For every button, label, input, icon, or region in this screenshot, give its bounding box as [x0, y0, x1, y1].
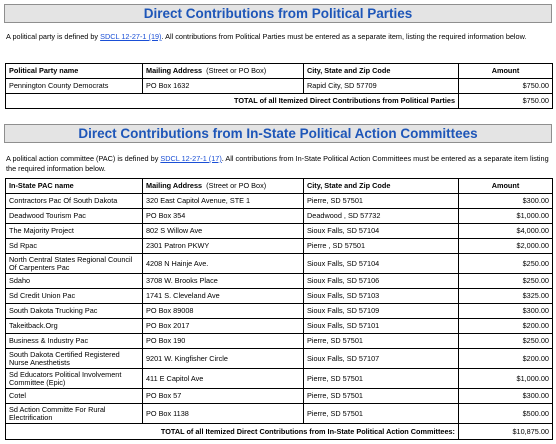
table-row — [6, 304, 553, 319]
pac-name-cell: Sd Action Committe For Rural Electrification — [6, 404, 143, 424]
pac-address-cell: 9201 W. Kingfisher Circle — [143, 349, 304, 369]
party-table — [5, 63, 553, 109]
pac-amount-cell: $300.00 — [459, 194, 553, 209]
pac-city-cell: Sioux Falls, SD 57104 — [304, 254, 459, 274]
pac-city-header: City, State and Zip Code — [304, 179, 459, 194]
pac-amount-cell: $325.00 — [459, 289, 553, 304]
party-sdcl-link[interactable]: SDCL 12-27-1 (19) — [100, 32, 162, 41]
pac-amount-cell: $200.00 — [459, 319, 553, 334]
table-row — [6, 289, 553, 304]
pac-address-cell: PO Box 57 — [143, 389, 304, 404]
pac-total-value: $10,875.00 — [459, 424, 553, 440]
pac-table-body — [6, 194, 553, 424]
party-desc-pre: A political party is defined by — [6, 32, 101, 41]
pac-city-cell: Sioux Falls, SD 57103 — [304, 289, 459, 304]
table-row — [6, 239, 553, 254]
pac-name-cell: Sd Educators Political Involvement Committee (Epic) — [6, 369, 143, 389]
party-city-header: City, State and Zip Code — [304, 64, 459, 79]
pac-amount-cell: $4,000.00 — [459, 224, 553, 239]
pac-city-cell: Pierre, SD 57501 — [304, 404, 459, 424]
pac-name-cell: Contractors Pac Of South Dakota — [6, 194, 143, 209]
pac-city-cell: Deadwood , SD 57732 — [304, 209, 459, 224]
pac-name-header: In-State PAC name — [6, 179, 143, 194]
pac-address-cell: 320 East Capitol Avenue, STE 1 — [143, 194, 304, 209]
pac-name-cell: Cotel — [6, 389, 143, 404]
party-name-cell: Pennington County Democrats — [6, 79, 143, 94]
pac-address-cell: 4208 N Hainje Ave. — [143, 254, 304, 274]
pac-city-cell: Pierre, SD 57501 — [304, 194, 459, 209]
pac-name-cell: Business & Industry Pac — [6, 334, 143, 349]
pac-address-header — [143, 179, 304, 194]
party-amount-header: Amount — [459, 64, 553, 79]
pac-total-row — [6, 424, 553, 440]
pac-city-cell: Sioux Falls, SD 57101 — [304, 319, 459, 334]
pac-address-cell: 411 E Capitol Ave — [143, 369, 304, 389]
pac-name-cell: Sdaho — [6, 274, 143, 289]
pac-name-cell: Deadwood Tourism Pac — [6, 209, 143, 224]
pac-name-cell: South Dakota Certified Registered Nurse Anesthetists — [6, 349, 143, 369]
pac-name-cell: North Central States Regional Council Of Carpenters Pac — [6, 254, 143, 274]
table-row — [6, 369, 553, 389]
party-amount-cell: $750.00 — [459, 79, 553, 94]
party-city-cell: Rapid City, SD 57709 — [304, 79, 459, 94]
table-row — [6, 194, 553, 209]
pac-amount-cell: $250.00 — [459, 334, 553, 349]
pac-address-cell: PO Box 1138 — [143, 404, 304, 424]
table-row — [6, 404, 553, 424]
pac-city-cell: Sioux Falls, SD 57107 — [304, 349, 459, 369]
party-total-label: TOTAL of all Itemized Direct Contributions from Political Parties — [6, 94, 459, 109]
party-total-value: $750.00 — [459, 94, 553, 109]
pac-address-header-note: (Street or PO Box) — [206, 181, 267, 190]
pac-table — [5, 178, 553, 440]
pac-section-title: Direct Contributions from In-State Political Action Committees — [4, 124, 552, 143]
party-section-title: Direct Contributions from Political Parties — [4, 4, 552, 23]
pac-city-cell: Pierre , SD 57501 — [304, 239, 459, 254]
table-row — [6, 209, 553, 224]
table-row — [6, 334, 553, 349]
pac-amount-cell: $1,000.00 — [459, 369, 553, 389]
pac-city-cell: Sioux Falls, SD 57106 — [304, 274, 459, 289]
party-desc-post: . All contributions from Political Parties must be entered as a separate item, listing the required information below. — [161, 32, 527, 41]
pac-city-cell: Pierre, SD 57501 — [304, 334, 459, 349]
pac-table-header — [6, 179, 553, 194]
pac-city-cell: Pierre, SD 57501 — [304, 369, 459, 389]
party-address-header-label: Mailing Address — [146, 66, 203, 75]
pac-amount-cell: $1,000.00 — [459, 209, 553, 224]
pac-address-cell: PO Box 354 — [143, 209, 304, 224]
pac-city-cell: Sioux Falls, SD 57109 — [304, 304, 459, 319]
pac-amount-cell: $300.00 — [459, 389, 553, 404]
pac-amount-cell: $250.00 — [459, 274, 553, 289]
pac-city-cell: Pierre, SD 57501 — [304, 389, 459, 404]
pac-total-label: TOTAL of all Itemized Direct Contributions from In-State Political Action Committees: — [6, 424, 459, 440]
pac-section-description — [6, 154, 550, 173]
table-row — [6, 389, 553, 404]
pac-sdcl-link[interactable]: SDCL 12-27-1 (17) — [160, 154, 222, 163]
party-section-description — [6, 32, 550, 42]
pac-name-cell: The Majority Project — [6, 224, 143, 239]
pac-address-cell: 802 S Willow Ave — [143, 224, 304, 239]
table-row — [6, 349, 553, 369]
table-row — [6, 274, 553, 289]
pac-desc-post: . All contributions from In-State Political Action Committees must be entered as a separate item listing the required information below. — [6, 154, 549, 173]
pac-name-cell: Sd Rpac — [6, 239, 143, 254]
pac-amount-cell: $500.00 — [459, 404, 553, 424]
pac-address-header-label: Mailing Address — [146, 181, 203, 190]
pac-address-cell: PO Box 2017 — [143, 319, 304, 334]
pac-city-cell: Sioux Falls, SD 57104 — [304, 224, 459, 239]
pac-amount-cell: $300.00 — [459, 304, 553, 319]
party-address-header-note: (Street or PO Box) — [206, 66, 267, 75]
party-address-header — [143, 64, 304, 79]
table-row — [6, 319, 553, 334]
pac-amount-cell: $2,000.00 — [459, 239, 553, 254]
pac-amount-header: Amount — [459, 179, 553, 194]
pac-name-cell: South Dakota Trucking Pac — [6, 304, 143, 319]
party-total-row — [6, 94, 553, 109]
party-table-header — [6, 64, 553, 79]
pac-address-cell: 2301 Patron PKWY — [143, 239, 304, 254]
pac-name-cell: Takeitback.Org — [6, 319, 143, 334]
pac-address-cell: PO Box 190 — [143, 334, 304, 349]
table-row — [6, 79, 553, 94]
party-name-header: Political Party name — [6, 64, 143, 79]
pac-address-cell: PO Box 89008 — [143, 304, 304, 319]
pac-amount-cell: $250.00 — [459, 254, 553, 274]
table-row — [6, 254, 553, 274]
pac-amount-cell: $200.00 — [459, 349, 553, 369]
pac-address-cell: 1741 S. Cleveland Ave — [143, 289, 304, 304]
pac-desc-pre: A political action committee (PAC) is defined by — [6, 154, 161, 163]
table-row — [6, 224, 553, 239]
party-address-cell: PO Box 1632 — [143, 79, 304, 94]
pac-name-cell: Sd Credit Union Pac — [6, 289, 143, 304]
pac-address-cell: 3708 W. Brooks Place — [143, 274, 304, 289]
